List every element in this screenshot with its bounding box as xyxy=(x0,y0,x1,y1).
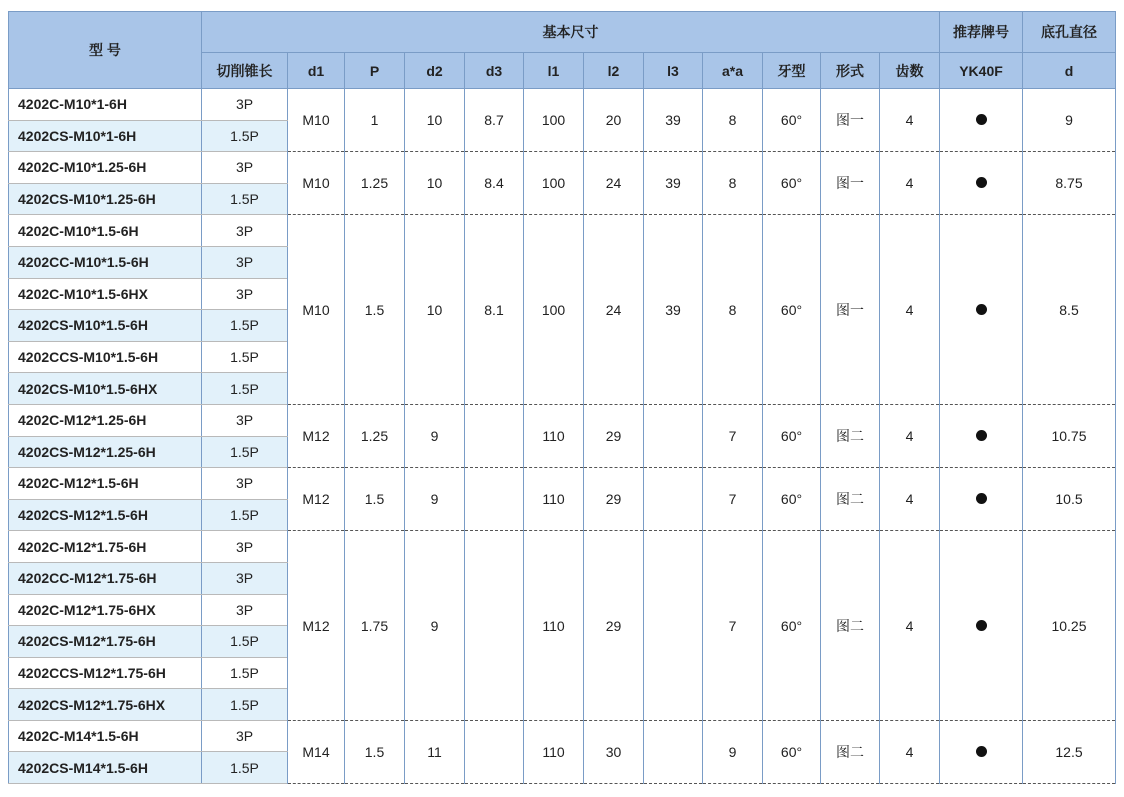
grade-mark-cell xyxy=(940,404,1023,467)
square-header: a*a xyxy=(703,53,763,89)
basic-dimensions-header: 基本尺寸 xyxy=(202,12,940,53)
model-cell: 4202CS-M10*1-6H xyxy=(9,120,202,152)
form-cell: 图一 xyxy=(821,215,880,405)
thread-profile-cell: 60° xyxy=(763,468,821,531)
table-body xyxy=(9,89,1116,784)
teeth-cell: 4 xyxy=(880,89,940,152)
l2-cell: 24 xyxy=(584,152,644,215)
recommended-dot-icon xyxy=(976,493,987,504)
cutting-cone-cell: 1.5P xyxy=(202,657,288,689)
pitch-cell: 1.5 xyxy=(345,468,405,531)
pitch-cell: 1.25 xyxy=(345,404,405,467)
recommended-dot-icon xyxy=(976,114,987,125)
d2-cell: 9 xyxy=(405,531,465,721)
cutting-cone-cell: 3P xyxy=(202,531,288,563)
d-header: d xyxy=(1023,53,1116,89)
thread-profile-cell: 60° xyxy=(763,215,821,405)
cutting-cone-cell: 1.5P xyxy=(202,120,288,152)
cutting-cone-cell: 3P xyxy=(202,89,288,121)
thread-profile-cell: 60° xyxy=(763,404,821,467)
teeth-cell: 4 xyxy=(880,215,940,405)
pitch-cell: 1 xyxy=(345,89,405,152)
l1-cell: 110 xyxy=(524,531,584,721)
cutting-cone-cell: 3P xyxy=(202,278,288,310)
cutting-cone-cell: 3P xyxy=(202,404,288,436)
form-cell: 图二 xyxy=(821,468,880,531)
form-cell: 图二 xyxy=(821,531,880,721)
cutting-cone-header: 切削锥长 xyxy=(202,53,288,89)
cutting-cone-cell: 1.5P xyxy=(202,626,288,658)
grade-mark-cell xyxy=(940,720,1023,783)
pitch-cell: 1.5 xyxy=(345,720,405,783)
d2-cell: 9 xyxy=(405,404,465,467)
model-cell: 4202C-M10*1.25-6H xyxy=(9,152,202,184)
model-cell: 4202CCS-M12*1.75-6H xyxy=(9,657,202,689)
form-header: 形式 xyxy=(821,53,880,89)
d2-cell: 10 xyxy=(405,152,465,215)
form-cell: 图一 xyxy=(821,152,880,215)
square-cell: 8 xyxy=(703,215,763,405)
d3-cell: 8.7 xyxy=(465,89,524,152)
grade-mark-cell xyxy=(940,152,1023,215)
grade-yk40f-header: YK40F xyxy=(940,53,1023,89)
l3-cell xyxy=(644,404,703,467)
d2-cell: 11 xyxy=(405,720,465,783)
hole-diameter-cell: 9 xyxy=(1023,89,1116,152)
l1-cell: 110 xyxy=(524,404,584,467)
cutting-cone-cell: 3P xyxy=(202,215,288,247)
model-cell: 4202C-M12*1.75-6HX xyxy=(9,594,202,626)
d1-cell: M10 xyxy=(288,89,345,152)
model-cell: 4202C-M12*1.5-6H xyxy=(9,468,202,500)
grade-mark-cell xyxy=(940,531,1023,721)
l1-cell: 100 xyxy=(524,89,584,152)
cutting-cone-cell: 1.5P xyxy=(202,499,288,531)
l2-cell: 29 xyxy=(584,468,644,531)
l2-cell: 29 xyxy=(584,404,644,467)
d3-cell xyxy=(465,720,524,783)
thread-profile-cell: 60° xyxy=(763,89,821,152)
table-row xyxy=(9,531,1116,563)
cutting-cone-cell: 1.5P xyxy=(202,373,288,405)
d2-cell: 10 xyxy=(405,215,465,405)
l3-cell xyxy=(644,468,703,531)
hole-diameter-cell: 10.75 xyxy=(1023,404,1116,467)
cutting-cone-cell: 3P xyxy=(202,152,288,184)
cutting-cone-cell: 3P xyxy=(202,246,288,278)
tap-spec-table xyxy=(8,11,1116,784)
l1-header: l1 xyxy=(524,53,584,89)
l2-cell: 20 xyxy=(584,89,644,152)
cutting-cone-cell: 1.5P xyxy=(202,183,288,215)
thread-profile-header: 牙型 xyxy=(763,53,821,89)
l1-cell: 110 xyxy=(524,720,584,783)
d1-header: d1 xyxy=(288,53,345,89)
model-cell: 4202CCS-M10*1.5-6H xyxy=(9,341,202,373)
header-row-top xyxy=(9,12,1116,53)
square-cell: 7 xyxy=(703,531,763,721)
d3-cell xyxy=(465,404,524,467)
table-row xyxy=(9,720,1116,752)
d1-cell: M10 xyxy=(288,215,345,405)
table-row xyxy=(9,404,1116,436)
cutting-cone-cell: 3P xyxy=(202,594,288,626)
recommended-dot-icon xyxy=(976,177,987,188)
d3-cell: 8.1 xyxy=(465,215,524,405)
model-cell: 4202C-M10*1.5-6H xyxy=(9,215,202,247)
l1-cell: 100 xyxy=(524,215,584,405)
d2-cell: 10 xyxy=(405,89,465,152)
thread-profile-cell: 60° xyxy=(763,720,821,783)
grade-mark-cell xyxy=(940,89,1023,152)
teeth-cell: 4 xyxy=(880,531,940,721)
l2-cell: 29 xyxy=(584,531,644,721)
model-cell: 4202CS-M12*1.5-6H xyxy=(9,499,202,531)
recommended-dot-icon xyxy=(976,746,987,757)
cutting-cone-cell: 1.5P xyxy=(202,752,288,784)
square-cell: 7 xyxy=(703,468,763,531)
teeth-cell: 4 xyxy=(880,404,940,467)
model-cell: 4202CS-M10*1.5-6H xyxy=(9,310,202,342)
d3-cell: 8.4 xyxy=(465,152,524,215)
form-cell: 图一 xyxy=(821,89,880,152)
bottom-hole-diameter-header: 底孔直径 xyxy=(1023,12,1116,53)
teeth-cell: 4 xyxy=(880,468,940,531)
table-row xyxy=(9,152,1116,184)
l1-cell: 110 xyxy=(524,468,584,531)
model-cell: 4202C-M10*1.5-6HX xyxy=(9,278,202,310)
l2-cell: 30 xyxy=(584,720,644,783)
pitch-cell: 1.75 xyxy=(345,531,405,721)
table-row xyxy=(9,468,1116,500)
d3-header: d3 xyxy=(465,53,524,89)
hole-diameter-cell: 8.75 xyxy=(1023,152,1116,215)
l3-cell: 39 xyxy=(644,152,703,215)
l2-cell: 24 xyxy=(584,215,644,405)
model-cell: 4202CC-M10*1.5-6H xyxy=(9,246,202,278)
cutting-cone-cell: 3P xyxy=(202,720,288,752)
d2-header: d2 xyxy=(405,53,465,89)
model-cell: 4202CS-M10*1.5-6HX xyxy=(9,373,202,405)
d1-cell: M10 xyxy=(288,152,345,215)
model-cell: 4202C-M14*1.5-6H xyxy=(9,720,202,752)
model-cell: 4202CS-M10*1.25-6H xyxy=(9,183,202,215)
d3-cell xyxy=(465,531,524,721)
recommended-dot-icon xyxy=(976,304,987,315)
d3-cell xyxy=(465,468,524,531)
square-cell: 7 xyxy=(703,404,763,467)
table-row xyxy=(9,215,1116,247)
cutting-cone-cell: 1.5P xyxy=(202,689,288,721)
model-cell: 4202CS-M12*1.25-6H xyxy=(9,436,202,468)
p-header: P xyxy=(345,53,405,89)
cutting-cone-cell: 3P xyxy=(202,468,288,500)
hole-diameter-cell: 12.5 xyxy=(1023,720,1116,783)
square-cell: 8 xyxy=(703,89,763,152)
cutting-cone-cell: 1.5P xyxy=(202,341,288,373)
grade-mark-cell xyxy=(940,215,1023,405)
model-cell: 4202CC-M12*1.75-6H xyxy=(9,562,202,594)
grade-mark-cell xyxy=(940,468,1023,531)
thread-profile-cell: 60° xyxy=(763,152,821,215)
d1-cell: M14 xyxy=(288,720,345,783)
d1-cell: M12 xyxy=(288,468,345,531)
pitch-cell: 1.25 xyxy=(345,152,405,215)
hole-diameter-cell: 10.5 xyxy=(1023,468,1116,531)
model-cell: 4202C-M12*1.75-6H xyxy=(9,531,202,563)
form-cell: 图二 xyxy=(821,720,880,783)
l1-cell: 100 xyxy=(524,152,584,215)
cutting-cone-cell: 3P xyxy=(202,562,288,594)
square-cell: 9 xyxy=(703,720,763,783)
cutting-cone-cell: 1.5P xyxy=(202,436,288,468)
l2-header: l2 xyxy=(584,53,644,89)
l3-cell xyxy=(644,720,703,783)
model-cell: 4202CS-M12*1.75-6HX xyxy=(9,689,202,721)
recommended-dot-icon xyxy=(976,620,987,631)
hole-diameter-cell: 10.25 xyxy=(1023,531,1116,721)
l3-cell xyxy=(644,531,703,721)
recommended-grade-header: 推荐牌号 xyxy=(940,12,1023,53)
square-cell: 8 xyxy=(703,152,763,215)
recommended-dot-icon xyxy=(976,430,987,441)
pitch-cell: 1.5 xyxy=(345,215,405,405)
model-cell: 4202C-M12*1.25-6H xyxy=(9,404,202,436)
l3-header: l3 xyxy=(644,53,703,89)
l3-cell: 39 xyxy=(644,215,703,405)
l3-cell: 39 xyxy=(644,89,703,152)
d2-cell: 9 xyxy=(405,468,465,531)
model-cell: 4202C-M10*1-6H xyxy=(9,89,202,121)
model-header: 型 号 xyxy=(9,12,202,89)
cutting-cone-cell: 1.5P xyxy=(202,310,288,342)
thread-profile-cell: 60° xyxy=(763,531,821,721)
teeth-cell: 4 xyxy=(880,720,940,783)
teeth-cell: 4 xyxy=(880,152,940,215)
d1-cell: M12 xyxy=(288,404,345,467)
hole-diameter-cell: 8.5 xyxy=(1023,215,1116,405)
form-cell: 图二 xyxy=(821,404,880,467)
d1-cell: M12 xyxy=(288,531,345,721)
teeth-header: 齿数 xyxy=(880,53,940,89)
model-cell: 4202CS-M12*1.75-6H xyxy=(9,626,202,658)
model-cell: 4202CS-M14*1.5-6H xyxy=(9,752,202,784)
table-row xyxy=(9,89,1116,121)
